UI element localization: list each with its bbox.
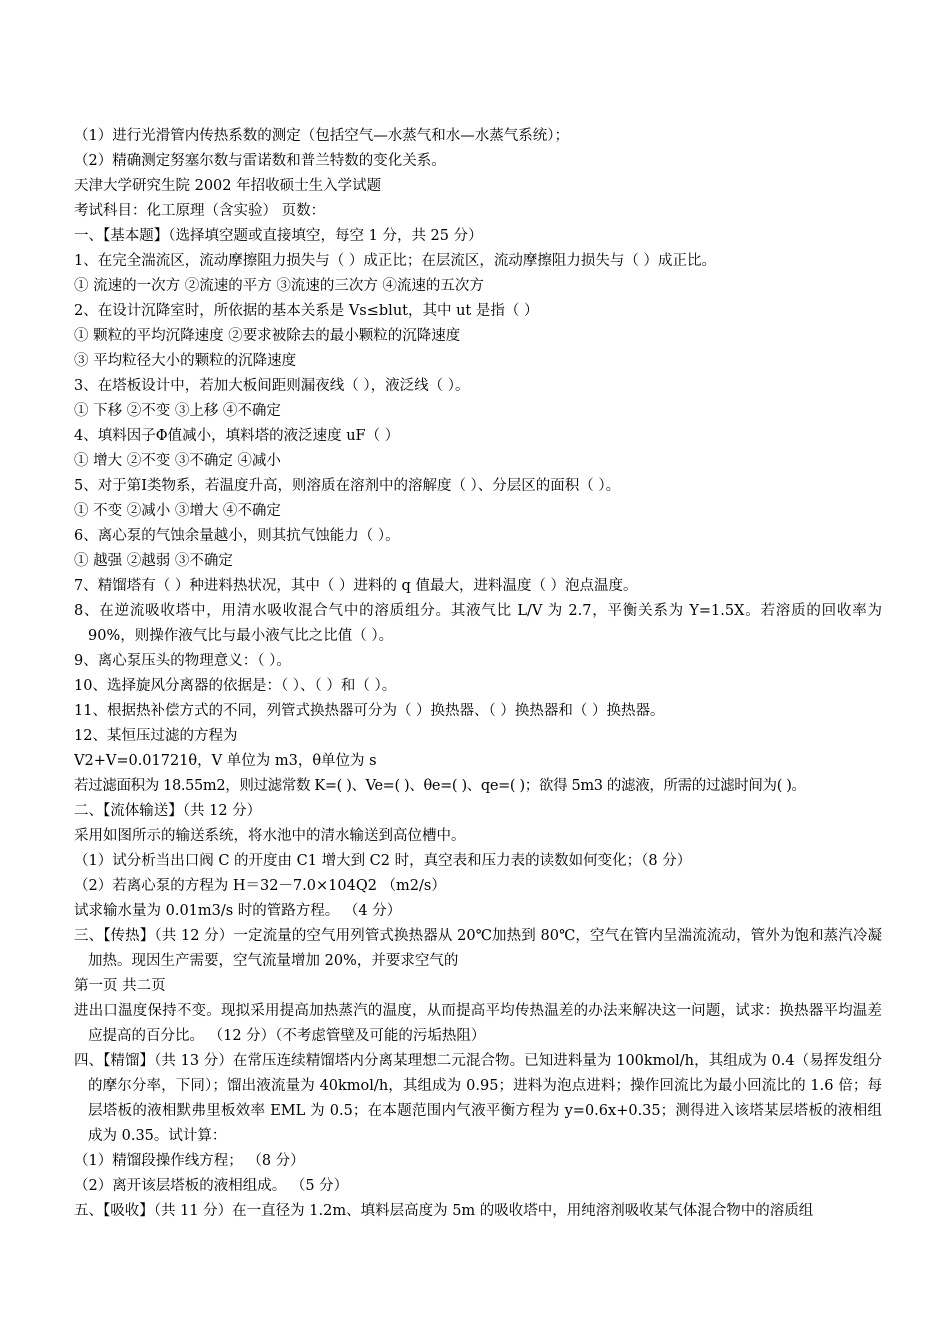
question: 3、在塔板设计中，若加大板间距则漏夜线（ ），液泛线（ ）。 xyxy=(74,378,470,394)
question: 9、离心泵压头的物理意义：（ ）。 xyxy=(74,653,291,669)
options: ① 越强 ②越弱 ③不确定 xyxy=(74,553,233,569)
question: 8、在逆流吸收塔中，用清水吸收混合气中的溶质组分。其液气比 L/V 为 2.7，平衡关系为 Y=1.5X。若溶质的回收率为 90%，则操作液气比与最小液气比之比值（ ）。 xyxy=(74,603,882,644)
options: ① 不变 ②减小 ③增大 ④不确定 xyxy=(74,503,281,519)
question: 4、填料因子Φ值减小，填料塔的液泛速度 uF（ ） xyxy=(74,428,400,444)
options: ① 流速的一次方 ②流速的平方 ③流速的三次方 ④流速的五次方 xyxy=(74,278,484,294)
options: ③ 平均粒径大小的颗粒的沉降速度 xyxy=(74,353,297,369)
sub-question: （2）离开该层塔板的液相组成。 （5 分） xyxy=(74,1178,349,1194)
section-paragraph: 五、【吸收】（共 11 分）在一直径为 1.2m、填料层高度为 5m 的吸收塔中，用纯溶剂吸收某气体混合物中的溶质组 xyxy=(74,1203,814,1219)
question: 1、在完全湍流区，流动摩擦阻力损失与（ ）成正比；在层流区，流动摩擦阻力损失与（ ）成正比。 xyxy=(74,253,716,269)
question: 7、精馏塔有（ ）种进料热状况，其中（ ）进料的 q 值最大，进料温度（ ）泡点温度。 xyxy=(74,578,638,594)
question: 11、根据热补偿方式的不同，列管式换热器可分为（ ）换热器、（ ）换热器和（ ）换热器。 xyxy=(74,703,665,719)
section-paragraph: 进出口温度保持不变。现拟采用提高加热蒸汽的温度，从而提高平均传热温差的办法来解决这一问题，试求：换热器平均温差应提高的百分比。 （12 分）（不考虑管壁及可能的污垢热阻） xyxy=(74,1003,882,1044)
question: 6、离心泵的气蚀余量越小，则其抗气蚀能力（ ）。 xyxy=(74,528,400,544)
question: 12、某恒压过滤的方程为 xyxy=(74,728,238,744)
exam-header: 天津大学研究生院 2002 年招收硕士生入学试题 xyxy=(74,178,382,194)
question: 若过滤面积为 18.55m2，则过滤常数 K=( )、Ve=( )、θe=( )、qe=( )；欲得 5m3 的滤液，所需的过滤时间为( )。 xyxy=(74,778,806,794)
section-heading: 二、【流体输送】（共 12 分） xyxy=(74,803,262,819)
sub-question: （1）精馏段操作线方程； （8 分） xyxy=(74,1153,305,1169)
exam-subject: 考试科目：化工原理（含实验） 页数： xyxy=(74,203,326,219)
text-line: 试求输水量为 0.01m3/s 时的管路方程。 （4 分） xyxy=(74,903,402,919)
sub-question: （2）若离心泵的方程为 H＝32－7.0×104Q2 （m2/s） xyxy=(74,878,446,894)
section-paragraph: 三、【传热】（共 12 分）一定流量的空气用列管式换热器从 20℃加热到 80℃，空气在管内呈湍流流动，管外为饱和蒸汽冷凝加热。现因生产需要，空气流量增加 20%，并要求空气的 xyxy=(74,928,882,969)
document-body xyxy=(74,124,882,1224)
text-line: （2）精确测定努塞尔数与雷诺数和普兰特数的变化关系。 xyxy=(74,153,446,169)
question: 5、对于第Ⅰ类物系，若温度升高，则溶质在溶剂中的溶解度（ ）、分层区的面积（ ）。 xyxy=(74,478,621,494)
page-footer: 第一页 共二页 xyxy=(74,978,166,994)
equation: V2+V=0.01721θ，V 单位为 m3，θ单位为 s xyxy=(74,753,377,769)
options: ① 增大 ②不变 ③不确定 ④减小 xyxy=(74,453,281,469)
options: ① 下移 ②不变 ③上移 ④不确定 xyxy=(74,403,281,419)
question: 10、选择旋风分离器的依据是：（ ）、（ ）和（ ）。 xyxy=(74,678,397,694)
options: ① 颗粒的平均沉降速度 ②要求被除去的最小颗粒的沉降速度 xyxy=(74,328,461,344)
question: 2、在设计沉降室时，所依据的基本关系是 Vs≤blut，其中 ut 是指（ ） xyxy=(74,303,539,319)
text-line: 采用如图所示的输送系统，将水池中的清水输送到高位槽中。 xyxy=(74,828,466,844)
section-paragraph: 四、【精馏】（共 13 分）在常压连续精馏塔内分离某理想二元混合物。已知进料量为 100kmol/h，其组成为 0.4（易挥发组分的摩尔分率，下同）；馏出液流量为 40kmol/h，其组成为 0.95；进料为泡点进料；操作回流比为最小回流比的 1.6 倍；每层塔板的液相默弗里板效率 EML 为 0.5；在本题范围内气液平衡方程为 y=0.6x+0.35；测得进入该塔某层塔板的液相组成为 0.35。试计算： xyxy=(74,1053,882,1144)
text-line: （1）进行光滑管内传热系数的测定（包括空气—水蒸气和水—水蒸气系统）； xyxy=(74,128,569,144)
sub-question: （1）试分析当出口阀 C 的开度由 C1 增大到 C2 时，真空表和压力表的读数如何变化；（8 分） xyxy=(74,853,692,869)
section-heading: 一、【基本题】（选择填空题或直接填空，每空 1 分，共 25 分） xyxy=(74,228,483,244)
